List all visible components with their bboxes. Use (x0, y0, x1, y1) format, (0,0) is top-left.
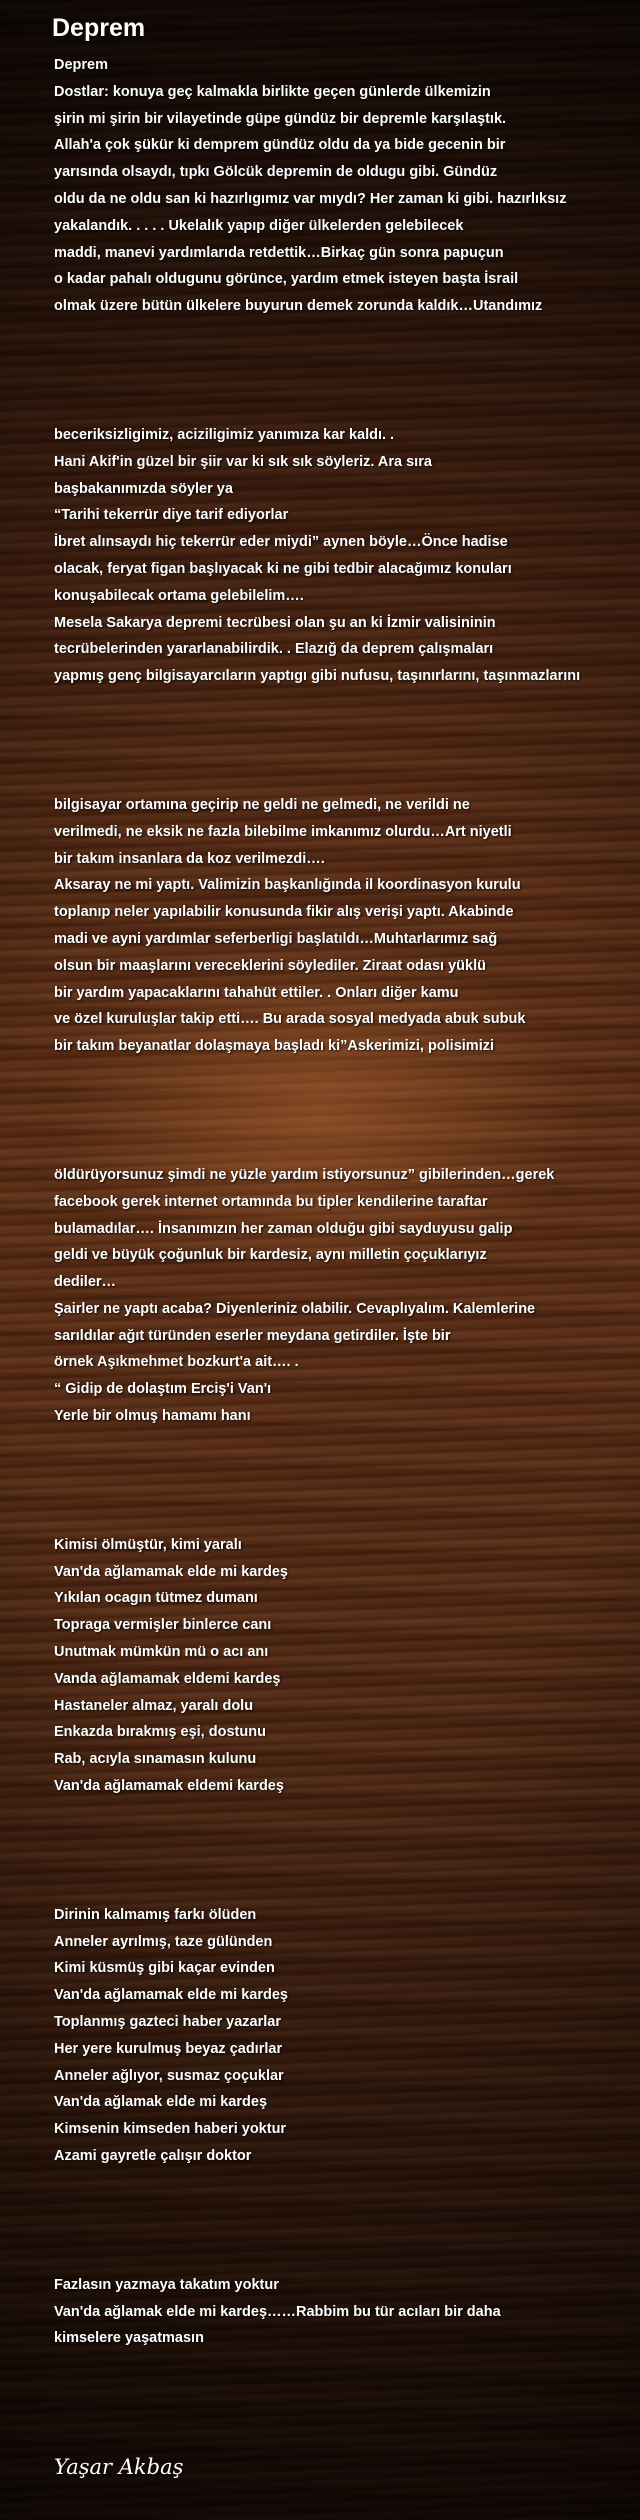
stanza-gap (54, 1060, 640, 1162)
poem-line: geldi ve büyük çoğunluk bir kardesiz, aynı milletin çoçuklarıyız (54, 1247, 487, 1264)
stanza-gap (54, 1800, 640, 1902)
poem-line: Enkazda bırakmış eşi, dostunu (54, 1724, 266, 1741)
poem-line: Dostlar: konuya geç kalmakla birlikte geçen günlerde ülkemizin (54, 83, 491, 100)
poem-line: örnek Aşıkmehmet bozkurt'a ait…. . (54, 1354, 299, 1371)
poem-line: Anneler ağlıyor, susmaz çoçuklar (54, 2067, 284, 2084)
poem-line: toplanıp neler yapılabilir konusunda fikir alış verişi yaptı. Akabinde (54, 904, 514, 921)
poem-line: şirin mi şirin bir vilayetinde güpe gündüz bir depremle karşılaştık. (54, 110, 507, 127)
poem-line: verilmedi, ne eksik ne fazla bilebilme imkanımız olurdu…Art niyetli (54, 823, 512, 840)
poem-line: bir takım beyanatlar dolaşmaya başladı ki”Askerimizi, polisimizi (54, 1038, 495, 1055)
poem-line: Unutmak mümkün mü o acı anı (54, 1644, 269, 1661)
poem-line: olsun bir maaşlarını vereceklerini söylediler. Ziraat odası yüklü (54, 957, 486, 974)
poem-line: madi ve ayni yardımlar seferberligi başlatıldı…Muhtarlarımız sağ (54, 930, 498, 947)
stanza-gap (54, 1430, 640, 1532)
poem-line: beceriksizligimiz, aciziligimiz yanımıza kar kaldı. . (54, 426, 395, 443)
poem-line: Deprem (54, 57, 108, 73)
poem-line: o kadar pahalı oldugunu görünce, yardım etmek isteyen başta İsrail (54, 271, 519, 288)
poem-line: Dirinin kalmamış farkı ölüden (54, 1906, 257, 1923)
poem-line: “Tarihi tekerrür diye tarif ediyorlar (54, 507, 289, 524)
poem-line: sarıldılar ağıt türünden eserler meydana getirdiler. İşte bir (54, 1327, 451, 1344)
poem-line: Hastaneler almaz, yaralı dolu (54, 1697, 254, 1714)
stanza-gap (54, 690, 640, 792)
poem-line: bilgisayar ortamına geçirip ne geldi ne gelmedi, ne verildi ne (54, 796, 470, 813)
poem-line: Allah'a çok şükür ki demprem gündüz oldu da ya bide gecenin bir (54, 137, 506, 154)
poem-line: Yıkılan ocagın tütmez dumanı (54, 1590, 258, 1607)
poem-line: bir takım insanlara da koz verilmezdi…. (54, 850, 325, 867)
poem-line: facebook gerek internet ortamında bu tipler kendilerine taraftar (54, 1193, 488, 1210)
poem-line: Azami gayretle çalışır doktor (54, 2148, 252, 2165)
poem-line: “ Gidip de dolaştım Erciş'i Van'ı (54, 1381, 272, 1398)
poem-line: dediler… (54, 1274, 117, 1291)
poem-line: olmak üzere bütün ülkelere buyurun demek zorunda kaldık…Utandımız (54, 298, 543, 315)
poem-line: maddi, manevi yardımlarıda retdettik…Birkaç gün sonra papuçun (54, 244, 504, 261)
poem-line: bir yardım yapacaklarını tahahüt ettiler. . Onları diğer kamu (54, 984, 459, 1001)
poem-line: yarısında olsaydı, tıpkı Gölcük depremin de oldugu gibi. Gündüz (54, 164, 498, 181)
poem-line: Van'da ağlamamak elde mi kardeş (54, 1987, 288, 2004)
poem-line: Hani Akif'in güzel bir şiir var ki sık sık söyleriz. Ara sıra (54, 453, 432, 470)
poem-line: öldürüyorsunuz şimdi ne yüzle yardım istiyorsunuz” gibilerinden…gerek (54, 1166, 555, 1183)
stanza (54, 1902, 640, 2170)
poem-line: İbret alınsaydı hiç tekerrür eder miydi” aynen böyle…Önce hadise (54, 534, 508, 551)
poem-line: tecrübelerinden yararlanabilirdik. . Elazığ da deprem çalışmaları (54, 641, 494, 658)
author-name: Yaşar Akbaş (54, 2455, 184, 2479)
poem-line: kimselere yaşatmasın (54, 2330, 204, 2347)
poem-line: bulamadılar…. İnsanımızın her zaman olduğu gibi sayduyusu galip (54, 1220, 513, 1237)
stanza (54, 2272, 640, 2352)
poem-line: Yerle bir olmuş hamamı hanı (54, 1408, 251, 1425)
poem-line: Şairler ne yaptı acaba? Diyenleriniz olabilir. Cevaplıyalım. Kalemlerine (54, 1300, 536, 1317)
poem-line: başbakanımızda söyler ya (54, 480, 233, 497)
stanza (54, 1532, 640, 1800)
poem-line: Van'da ağlamak elde mi kardeş……Rabbim bu tür acıları bir daha (54, 2303, 501, 2320)
poem-line: konuşabilecak ortama gelebilelim…. (54, 587, 304, 604)
stanza (54, 422, 640, 690)
stanza (54, 52, 640, 320)
poem-line: yakalandık. . . . . Ukelalık yapıp diğer ülkelerden gelebilecek (54, 217, 464, 234)
poem-line: Van'da ağlamak elde mi kardeş (54, 2094, 268, 2111)
poem-line: Topraga vermişler binlerce canı (54, 1617, 272, 1634)
poem-line: Kimisi ölmüştür, kimi yaralı (54, 1536, 242, 1553)
poem-title: Deprem (52, 14, 146, 42)
poem-line: olacak, feryat figan başlıyacak ki ne gibi tedbir alacağımız konuları (54, 560, 512, 577)
poem-line: Anneler ayrılmış, taze gülünden (54, 1933, 273, 1950)
poem-line: Kimi küsmüş gibi kaçar evinden (54, 1960, 275, 1977)
poem-line: Aksaray ne mi yaptı. Valimizin başkanlığında il koordinasyon kurulu (54, 877, 521, 894)
poem-line: Toplanmış gazteci haber yazarlar (54, 2014, 281, 2031)
stanza-gap (54, 2170, 640, 2272)
poem-line: ve özel kuruluşlar takip etti…. Bu arada sosyal medyada abuk subuk (54, 1011, 526, 1028)
stanza (54, 792, 640, 1060)
poem-line: yapmış genç bilgisayarcıların yaptıgı gibi nufusu, taşınırlarını, taşınmazlarını (54, 668, 581, 685)
stanza-gap (54, 320, 640, 422)
poem-line: Van'da ağlamamak eldemi kardeş (54, 1778, 284, 1795)
poem-line: Fazlasın yazmaya takatım yoktur (54, 2276, 279, 2293)
stanza (54, 1162, 640, 1430)
poem-line: oldu da ne oldu san ki hazırlıgımız var mıydı? Her zaman ki gibi. hazırlıksız (54, 190, 567, 207)
poem-line: Vanda ağlamamak eldemi kardeş (54, 1670, 281, 1687)
poem-line: Mesela Sakarya depremi tecrübesi olan şu an ki İzmir valisininin (54, 614, 496, 631)
poem-line: Van'da ağlamamak elde mi kardeş (54, 1563, 288, 1580)
poem-line: Her yere kurulmuş beyaz çadırlar (54, 2040, 283, 2057)
poem-line: Rab, acıyla sınamasın kulunu (54, 1751, 257, 1768)
poem-line: Kimsenin kimseden haberi yoktur (54, 2121, 287, 2138)
poem-body (54, 52, 640, 2352)
